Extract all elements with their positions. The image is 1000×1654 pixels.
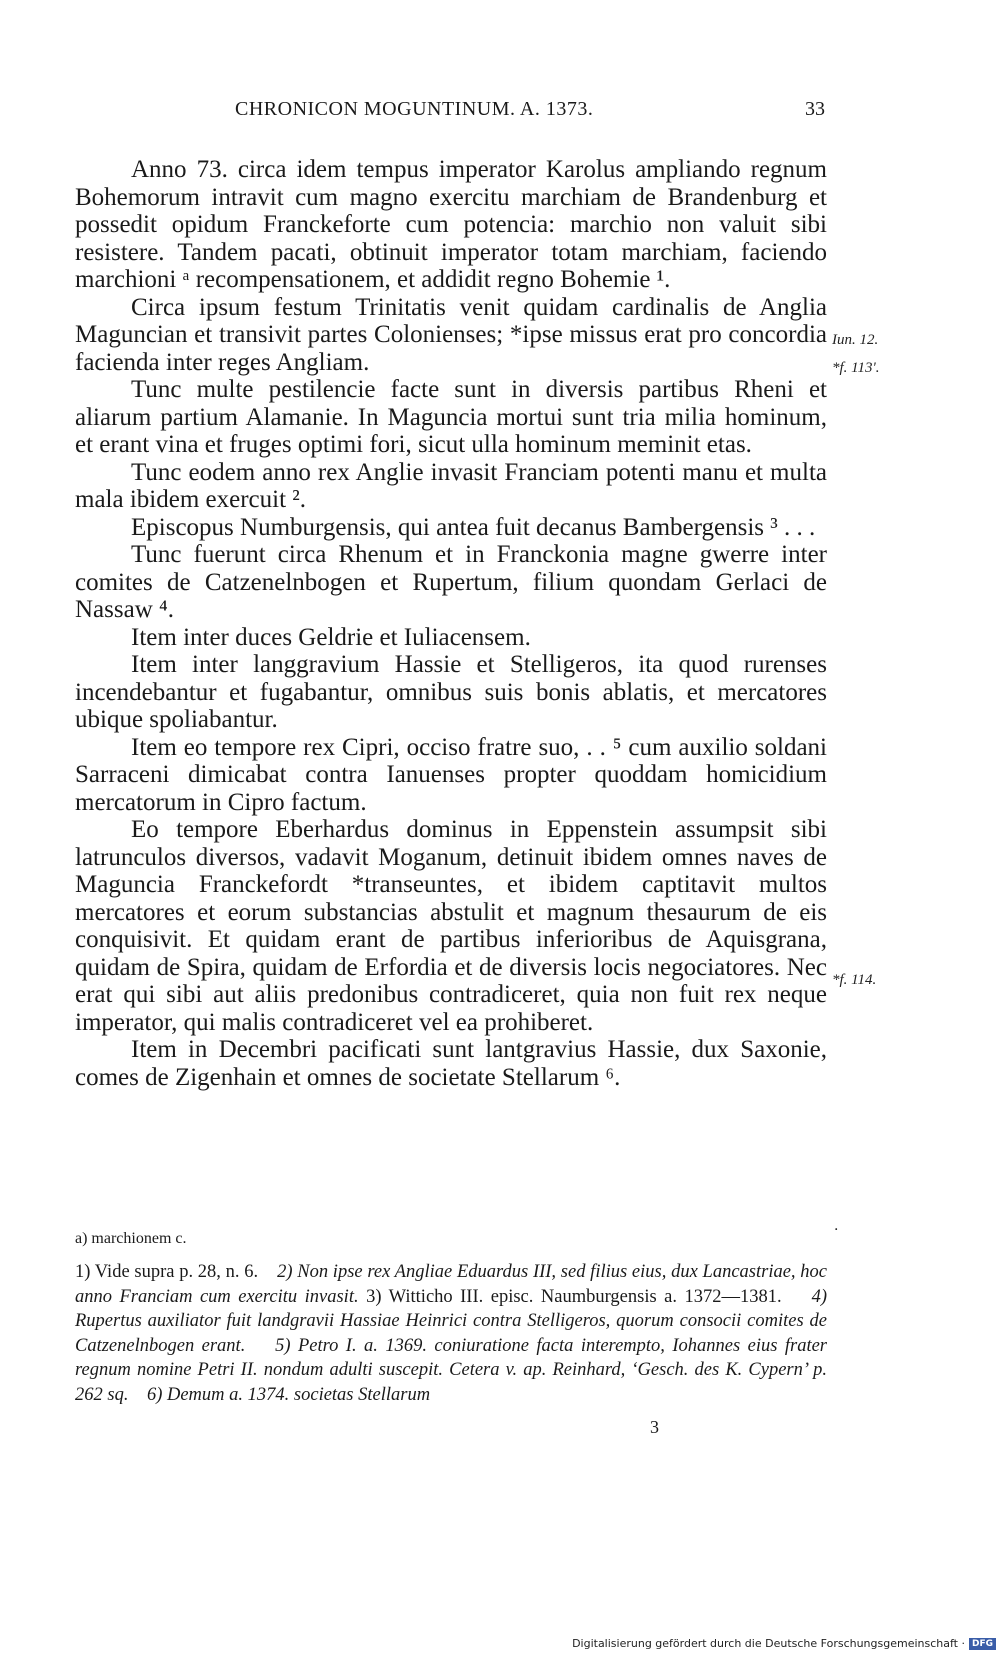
- main-text: [75, 156, 827, 1091]
- paragraph: Episcopus Numburgensis, qui antea fuit decanus Bambergensis ³ . . .: [131, 513, 816, 541]
- footer-text: Digitalisierung gefördert durch die Deutsche Forschungsgemeinschaft ·: [572, 1637, 965, 1650]
- signature-mark: 3: [650, 1417, 659, 1437]
- paragraph: Item inter duces Geldrie et Iuliacensem.: [131, 623, 531, 651]
- footnotes: [75, 1260, 827, 1407]
- footnote: 4) Rupertus auxiliator fuit landgravii Hassiae Heinrici contra Stelligeros, quorum consocii comites de Catzenelnbogen erant.: [75, 1286, 827, 1356]
- paragraph: Anno 73. circa idem tempus imperator Karolus ampliando regnum Bohemorum intravit cum magno exercitu marchiam de Brandenburg et possedit opidum Franckeforte cum potencia: marchio non valuit sibi resistere. Tandem pacati, obtinuit imperator totam marchiam, faciendo marchioni ᵃ recompensationem, et addidit regno Bohemie ¹.: [75, 156, 827, 293]
- running-header: [75, 98, 825, 128]
- apparatus-note: a) marchionem c.: [75, 1230, 187, 1247]
- paragraph: Item eo tempore rex Cipri, occiso fratre suo, . . ⁵ cum auxilio soldani Sarraceni dimicabat contra Ianuenses propter quoddam homicidium mercatorum in Cipro factum.: [75, 733, 827, 816]
- running-title: CHRONICON MOGUNTINUM. A. 1373.: [235, 98, 594, 120]
- stray-mark: ·: [834, 1222, 839, 1238]
- margin-note: *f. 114.: [832, 972, 877, 988]
- paragraph: Item inter langgravium Hassie et Stelligeros, ita quod rurenses incendebantur et fugabantur, omnibus suis bonis ablatis, et mercatores ubique spoliabantur.: [75, 651, 827, 733]
- paragraph: Item in Decembri pacificati sunt lantgravius Hassie, dux Saxonie, comes de Zigenhain et omnes de societate Stellarum ⁶.: [75, 1036, 827, 1091]
- footnote: 3) Witticho III. episc. Naumburgensis a. 1372—1381.: [366, 1286, 782, 1307]
- margin-note: *f. 113'.: [832, 360, 880, 376]
- footnote: 6) Demum a. 1374. societas Stellarum: [146, 1384, 431, 1405]
- margin-note: Iun. 12.: [832, 332, 879, 348]
- footnote: 5) Petro I. a. 1369. coniuratione facta interempto, Iohannes eius frater regnum nomine Petri II. nondum adulti suscepit. Cetera v. ap. Reinhard, ‘Gesch. des K. Cypern’ p. 262 sq.: [75, 1335, 827, 1405]
- digitization-footer: [572, 1637, 996, 1650]
- footnote: 1) Vide supra p. 28, n. 6.: [75, 1262, 259, 1282]
- footnote: 2) Non ipse rex Angliae Eduardus III, sed filius eius, dux Lancastriae, hoc anno Franciam cum exercitu invasit.: [75, 1262, 827, 1307]
- paragraph: Circa ipsum festum Trinitatis venit quidam cardinalis de Anglia Maguncian et transivit partes Colonienses; *ipse missus erat pro concordia facienda inter reges Angliam.: [75, 293, 827, 376]
- page-number: 33: [805, 98, 825, 120]
- paragraph: Tunc fuerunt circa Rhenum et in Franckonia magne gwerre inter comites de Catzenelnbogen et Rupertum, filium quondam Gerlaci de Nassaw ⁴.: [75, 541, 827, 623]
- paragraph: Eo tempore Eberhardus dominus in Eppenstein assumpsit sibi latrunculos diversos, vadavit Moganum, detinuit ibidem omnes naves de Maguncia Franckefordt *transeuntes, et ibidem captitavit multos mercatores et eorum substancias abstulit et magnum thesaurum de eis conquisivit. Et quidam erant de partibus inferioribus de Aquisgrana, quidam de Spira, quidam de Erfordia et de diversis locis negociatores. Nec erat qui sibi aut aliis predonibus contradiceret, quia non fuit rex neque imperator, qui malis contradiceret vel ea prohiberet.: [75, 816, 827, 1036]
- paragraph: Tunc eodem anno rex Anglie invasit Franciam potenti manu et multa mala ibidem exercuit ².: [75, 458, 827, 513]
- dfg-logo: DFG: [969, 1638, 996, 1650]
- paragraph: Tunc multe pestilencie facte sunt in diversis partibus Rheni et aliarum partium Alamanie. In Maguncia mortui sunt tria milia hominum, et erant vina et fruges optimi fori, sicut ulla hominum meminit etas.: [75, 376, 827, 458]
